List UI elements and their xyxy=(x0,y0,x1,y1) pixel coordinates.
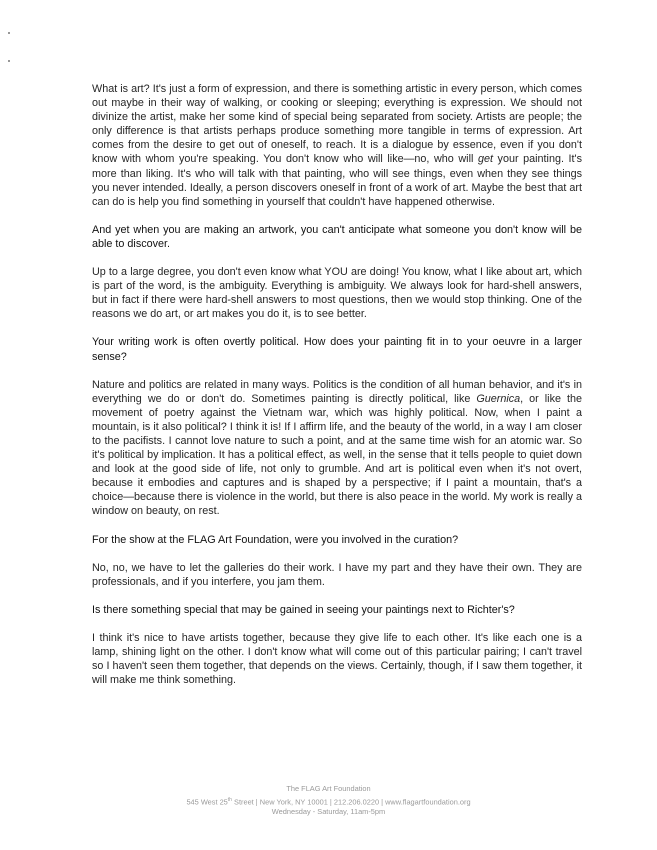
answer-paragraph: What is art? It's just a form of expression, and there is something artistic in every person, which comes out maybe in their way of walking, or cooking or sleeping; everything is expression. We should not divinize the artist, make her some kind of special being separated from society. Artists are people; the only difference is that artists perhaps produce something more tangible in terms of expression. Art comes from the desire to get out of oneself, to reach. It is a dialogue by essence, even if you don't know with whom you're speaking. You don't know who will like—no, who will get your painting. It's more than liking. It's who will talk with that painting, who will see things, even when they see things you never intended. Ideally, a person discovers oneself in front of a work of art. Maybe the best that art can do is help you find something in yourself that couldn't have happened otherwise. xyxy=(92,83,582,208)
interview-question: Is there something special that may be gained in seeing your paintings next to Richter's? xyxy=(92,603,515,616)
scan-speck xyxy=(8,32,10,34)
footer-address: 545 West 25th Street | New York, NY 10001 | 212.206.0220 | www.flagartfoundation.org xyxy=(186,796,471,806)
answer-paragraph: I think it's nice to have artists together, because they give life to each other. It's like each one is a lamp, shining light on the other. I don't know what will come out of this particular pairing; I can't travel so I haven't seen them together, that depends on the views. Certainly, though, if I saw them together, it will make me think something. xyxy=(92,631,582,687)
answer-paragraph: Up to a large degree, you don't even know what YOU are doing! You know, what I like about art, which is part of the word, is the ambiguity. Everything is ambiguity. We always look for hard-shell answers, but in fact if there were hard-shell answers to most questions, then we would stop thinking. One of the reasons we do art, or art makes you do it, is to see better. xyxy=(92,266,582,321)
interview-question: Your writing work is often overtly political. How does your painting fit in to your oeuvre in a larger sense? xyxy=(92,336,582,363)
scan-speck xyxy=(8,60,10,62)
footer-hours: Wednesday - Saturday, 11am-5pm xyxy=(271,807,386,817)
answer-paragraph: Nature and politics are related in many ways. Politics is the condition of all human behavior, and it's in everything we do or don't do. Sometimes painting is directly political, like Guernica, or like the movement of poetry against the Vietnam war, which was highly political. Now, when I paint a mountain, is it also political? I think it is! If I affirm life, and the beauty of the world, in a way I am closer to the pacifists. I cannot love nature to such a point, and at the same time wish for an atomic war. So it's political by implication. It has a political effect, as well, in the sense that it tells people to quiet down and look at the good side of life, not only to grumble. And art is political even when it's not overt, because it embodies and captures and is shaped by a perspective; if I paint a mountain, that's a choice—because there is violence in the world, but there is also peace in the world. My work is really a window on beauty, on rest. xyxy=(92,378,582,518)
footer-org-name: The FLAG Art Foundation xyxy=(286,784,371,793)
interview-body xyxy=(92,82,582,701)
page-footer xyxy=(0,784,657,818)
interview-question: For the show at the FLAG Art Foundation, were you involved in the curation? xyxy=(92,533,459,546)
answer-paragraph: No, no, we have to let the galleries do their work. I have my part and they have their own. They are professionals, and if you interfere, you jam them. xyxy=(92,561,582,588)
interview-question: And yet when you are making an artwork, you can't anticipate what someone you don't know will be able to discover. xyxy=(92,223,582,250)
